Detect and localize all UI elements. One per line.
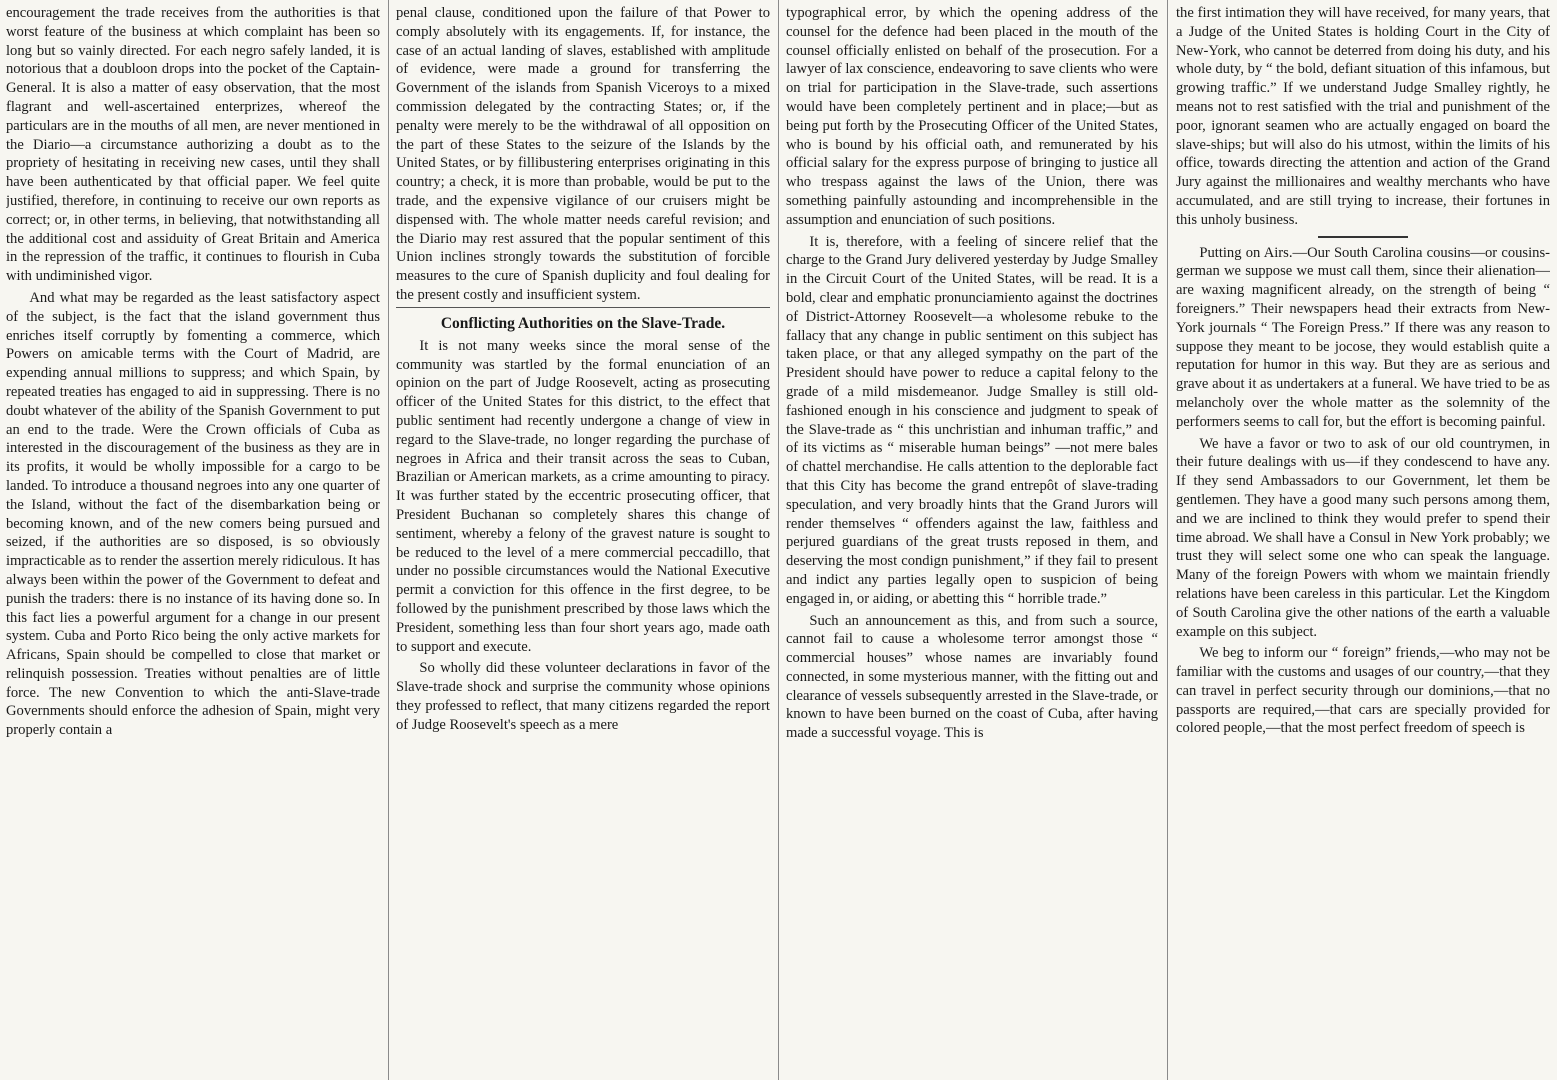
- section-divider: [1318, 236, 1408, 238]
- headline-rule: [396, 307, 770, 308]
- column-3: [786, 0, 1158, 1080]
- column-4: [1176, 0, 1550, 1080]
- paragraph: Such an announcement as this, and from such a source, cannot fail to cause a wholesome terror amongst those “ commercial houses” whose names are invariably found connected, in some mysterious manner, with the fitting out and clearance of vessels subsequently arrested in the Slave-trade, or known to have been burned on the coast of Cuba, after having made a successful voyage. This is: [786, 612, 1158, 742]
- paragraph: penal clause, conditioned upon the failure of that Power to comply absolutely with its engagements. If, for instance, the case of an actual landing of slaves, established with amplitude of evidence, were made a ground for transferring the Government of the islands from Spanish Viceroys to a mixed commission delegated by the contracting States; or, if the penalty were merely to be the withdrawal of all opposition on the part of these States to the seizure of the Islands by the United States, or by fillibustering enterprises originating in this country; a check, it is more than probable, would be put to the trade, and the expensive vigilance of our cruisers might be dispensed with. The whole matter needs careful revision; and the Diario may rest assured that the popular sentiment of this Union inclines strongly towards the substitution of forcible measures to the cure of Spanish duplicity and foul dealing for the present costly and insufficient system.: [396, 5, 770, 303]
- paragraph: We beg to inform our “ foreign” friends,—who may not be familiar with the customs and usages of our country,—that they can travel in perfect security through our dominions,—that no passports are required,—that cars are specially provided for colored people,—that the most perfect freedom of speech is: [1176, 645, 1550, 737]
- column-rule: [778, 0, 779, 1080]
- column-1: [6, 0, 380, 1080]
- paragraph: encouragement the trade receives from the authorities is that worst feature of the business at which complaint has been so long but so vainly directed. For each negro safely landed, it is notorious that a doubloon drops into the pocket of the Captain-General. It is also a matter of easy observation, that the most flagrant and well-ascertained enterprizes, whereof the particulars are in the mouths of all men, are never mentioned in the Diario—a circumstance authorizing a doubt as to the propriety of hesitating in receiving new cases, until they shall have been authenticated by that official paper. We feel quite justified, therefore, in continuing to receive our own reports as correct; or, in other terms, in believing, that notwithstanding all the additional cost and assiduity of Great Britain and America in the repression of the traffic, it continues to flourish in Cuba with undiminished vigor.: [6, 5, 380, 285]
- paragraph: So wholly did these volunteer declarations in favor of the Slave-trade shock and surprise the community whose opinions they professed to reflect, that many citizens regarded the report of Judge Roosevelt's speech as a mere: [396, 660, 770, 733]
- paragraph: And what may be regarded as the least satisfactory aspect of the subject, is the fact that the island government thus enriches itself corruptly by fomenting a commerce, which Powers on amicable terms with the Court of Madrid, are expending annual millions to suppress; and which Spain, by repeated treaties has engaged to aid in suppressing. There is no doubt whatever of the ability of the Spanish Government to put an end to the trade. Were the Crown officials of Cuba as interested in the discouragement of the business as they are in its profits, it would be wholly impossible for a cargo to be landed. To introduce a thousand negroes into any one quarter of the Island, without the fact of the disembarkation being or becoming known, and of the new comers being pursued and seized, if the authorities are so disposed, is so obviously impracticable as to render the assertion merely ridiculous. It has always been within the power of the Government to defeat and punish the traders: there is no instance of its having done so. In this fact lies a powerful argument for a change in our present system. Cuba and Porto Rico being the only active markets for Africans, Spain should be compelled to close that market or relinquish possession. Treaties without penalties are of little force. The new Convention to which the anti-Slave-trade Governments should enforce the adhesion of Spain, might very properly contain a: [6, 289, 380, 739]
- article-headline: Conflicting Authorities on the Slave-Trade.: [440, 314, 726, 332]
- paragraph: We have a favor or two to ask of our old countrymen, in their future dealings with us—if they condescend to have any. If they send Ambassadors to our Government, let them be gentlemen. They have a good many such persons among them, and we are inclined to think they would prefer to spend their time abroad. We shall have a Consul in New York probably; we trust they will select some one who can speak the language. Many of the foreign Powers with whom we maintain friendly relations have been careless in this particular. Let the Kingdom of South Carolina give the other nations of the earth a valuable example on this subject.: [1176, 435, 1550, 640]
- column-2: [396, 0, 770, 1080]
- column-rule: [388, 0, 389, 1080]
- column-rule: [1167, 0, 1168, 1080]
- paragraph: Putting on Airs.—Our South Carolina cousins—or cousins-german we suppose we must call them, since their alienation—are waxing magnificent already, on the strength of being “ foreigners.” Their newspapers head their extracts from New-York journals “ The Foreign Press.” If there was any reason to suppose they meant to be jocose, they would establish quite a reputation for humor in this way. But they are as serious and grave about it as undertakers at a funeral. We have tried to be as melancholy over the whole matter as the solemnity of the performers seems to call for, but the effort is becoming painful.: [1176, 244, 1550, 430]
- paragraph: the first intimation they will have received, for many years, that a Judge of the United States is holding Court in the City of New-York, who cannot be deterred from doing his duty, and his whole duty, by “ the bold, defiant situation of this infamous, but growing traffic.” If we understand Judge Smalley rightly, he means not to rest satisfied with the trial and punishment of the poor, ignorant seamen who are actually engaged on board the slave-ships; but will also do his utmost, within the limits of his office, towards directing the attention and action of the Grand Jury against the millionaires and wealthy merchants who have accumulated, and are still trying to increase, their fortunes in this unholy business.: [1176, 5, 1550, 228]
- paragraph: typographical error, by which the opening address of the counsel for the defence had been placed in the mouth of the counsel officially enlisted on behalf of the prosecution. For a lawyer of lax conscience, endeavoring to save clients who were on trial for participation in the Slave-trade, such assertions would have been completely pertinent and in place;—but as being put forth by the Prosecuting Officer of the United States, who is bound by his official oath, and remunerated by his official salary for the express purpose of bringing to justice all who trespass against the laws of the Union, there was something painfully astounding and incomprehensible in the assumption and enunciation of such positions.: [786, 5, 1158, 228]
- paragraph: It is, therefore, with a feeling of sincere relief that the charge to the Grand Jury delivered yesterday by Judge Smalley in the Circuit Court of the United States, will be read. It is a bold, clear and emphatic pronunciamiento against the doctrines of District-Attorney Roosevelt—a wholesome rebuke to the fallacy that any change in public sentiment on this subject has taken place, or that any alleged sympathy on the part of the President should have power to reduce a capital felony to the grade of a mild misdemeanor. Judge Smalley is still old-fashioned enough in his conscience and judgment to speak of the Slave-trade as “ this unchristian and inhuman traffic,” and of its victims as “ miserable human beings” —not mere bales of chattel merchandise. He calls attention to the deplorable fact that this City has become the grand entrepôt of slave-trading speculation, and very broadly hints that the Grand Jurors will render themselves “ offenders against the law, faithless and perjured guardians of the great trusts reposed in them, and deserving the most condign punishment,” if they fail to present and indict any parties legally open to suspicion of being engaged in, or aiding, or abetting this “ horrible trade.”: [786, 233, 1158, 607]
- paragraph: It is not many weeks since the moral sense of the community was startled by the formal enunciation of an opinion on the part of Judge Roosevelt, acting as prosecuting officer of the United States for this district, to the effect that public sentiment had recently undergone a change of view in regard to the Slave-trade, no longer regarding the purchase of negroes in Africa and their transit across the seas to Cuban, Brazilian or American markets, as a crime amounting to piracy. It was further stated by the eccentric prosecuting officer, that President Buchanan so completely shares this change of sentiment, whereby a felony of the gravest nature is sought to be reduced to the level of a mere commercial peccadillo, that under no possible circumstances would the National Executive permit a conviction for this offence in the first degree, to be followed by the punishment prescribed by those laws which the President, something less than four short years ago, made oath to support and execute.: [396, 337, 770, 655]
